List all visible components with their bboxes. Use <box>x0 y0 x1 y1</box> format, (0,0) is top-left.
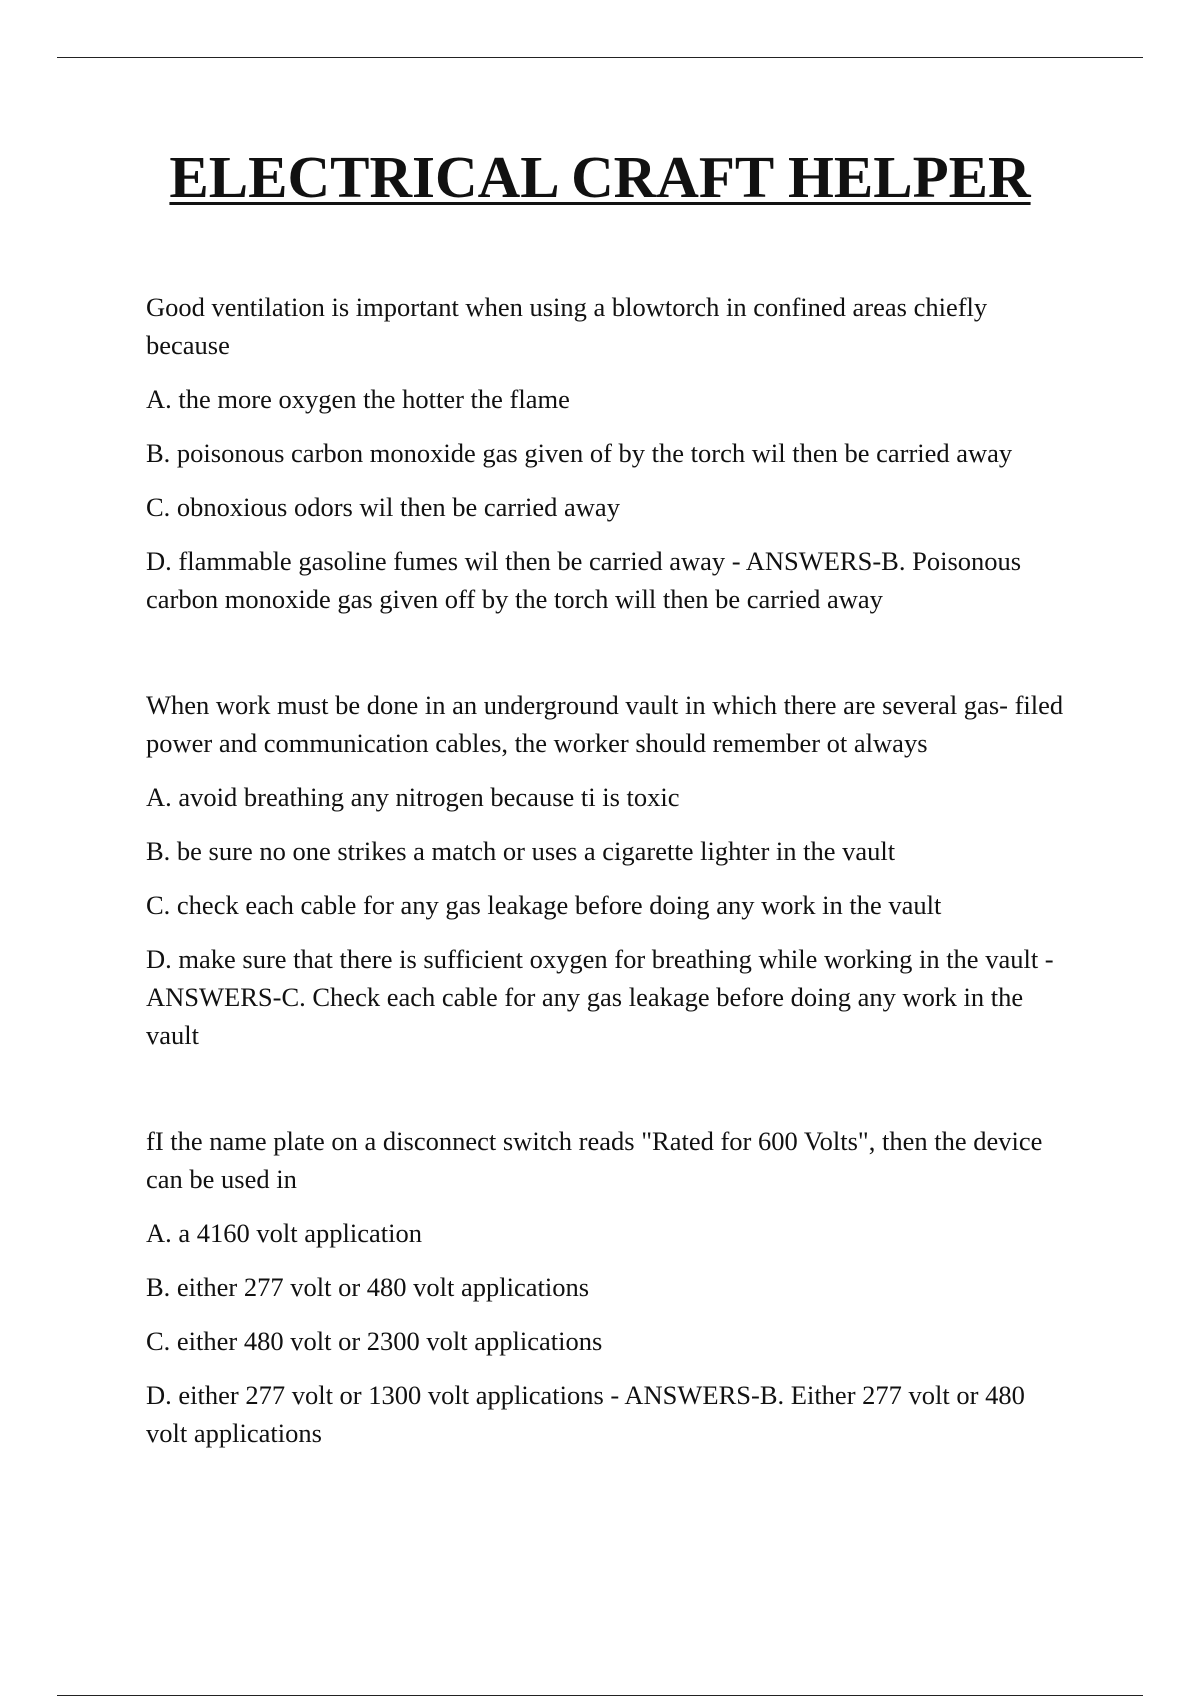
question-block-2 <box>146 686 1066 1054</box>
question-block-3 <box>146 1122 1066 1452</box>
answer-option-a: A. a 4160 volt application <box>146 1218 422 1248</box>
top-rule <box>57 57 1143 58</box>
document-body <box>146 288 1066 1452</box>
answer-option-c: C. obnoxious odors wil then be carried away <box>146 492 620 522</box>
answer-option-b: B. poisonous carbon monoxide gas given of by the torch wil then be carried away <box>146 438 1013 468</box>
answer-option-d: D. either 277 volt or 1300 volt applications - ANSWERS-B. Either 277 volt or 480 volt applications <box>146 1380 1025 1448</box>
answer-option-b: B. either 277 volt or 480 volt applications <box>146 1272 590 1302</box>
answer-option-c: C. check each cable for any gas leakage before doing any work in the vault <box>146 890 942 920</box>
answer-option-c: C. either 480 volt or 2300 volt applications <box>146 1326 603 1356</box>
answer-option-b: B. be sure no one strikes a match or uses a cigarette lighter in the vault <box>146 836 896 866</box>
answer-option-d: D. make sure that there is sufficient oxygen for breathing while working in the vault - ANSWERS-C. Check each cable for any gas leakage before doing any work in the vault <box>146 944 1054 1050</box>
bottom-rule <box>57 1695 1143 1696</box>
question-text: fI the name plate on a disconnect switch reads "Rated for 600 Volts", then the device can be used in <box>146 1126 1043 1194</box>
page-title-text: ELECTRICAL CRAFT HELPER <box>169 144 1031 210</box>
answer-option-a: A. avoid breathing any nitrogen because ti is toxic <box>146 782 680 812</box>
answer-option-d: D. flammable gasoline fumes wil then be carried away - ANSWERS-B. Poisonous carbon monoxide gas given off by the torch will then be carried away <box>146 546 1022 614</box>
page-title <box>0 144 1200 210</box>
question-text: When work must be done in an underground vault in which there are several gas- filed power and communication cables, the worker should remember ot always <box>146 690 1064 758</box>
question-block-1 <box>146 288 1066 618</box>
answer-option-a: A. the more oxygen the hotter the flame <box>146 384 570 414</box>
question-text: Good ventilation is important when using a blowtorch in confined areas chiefly because <box>146 292 988 360</box>
